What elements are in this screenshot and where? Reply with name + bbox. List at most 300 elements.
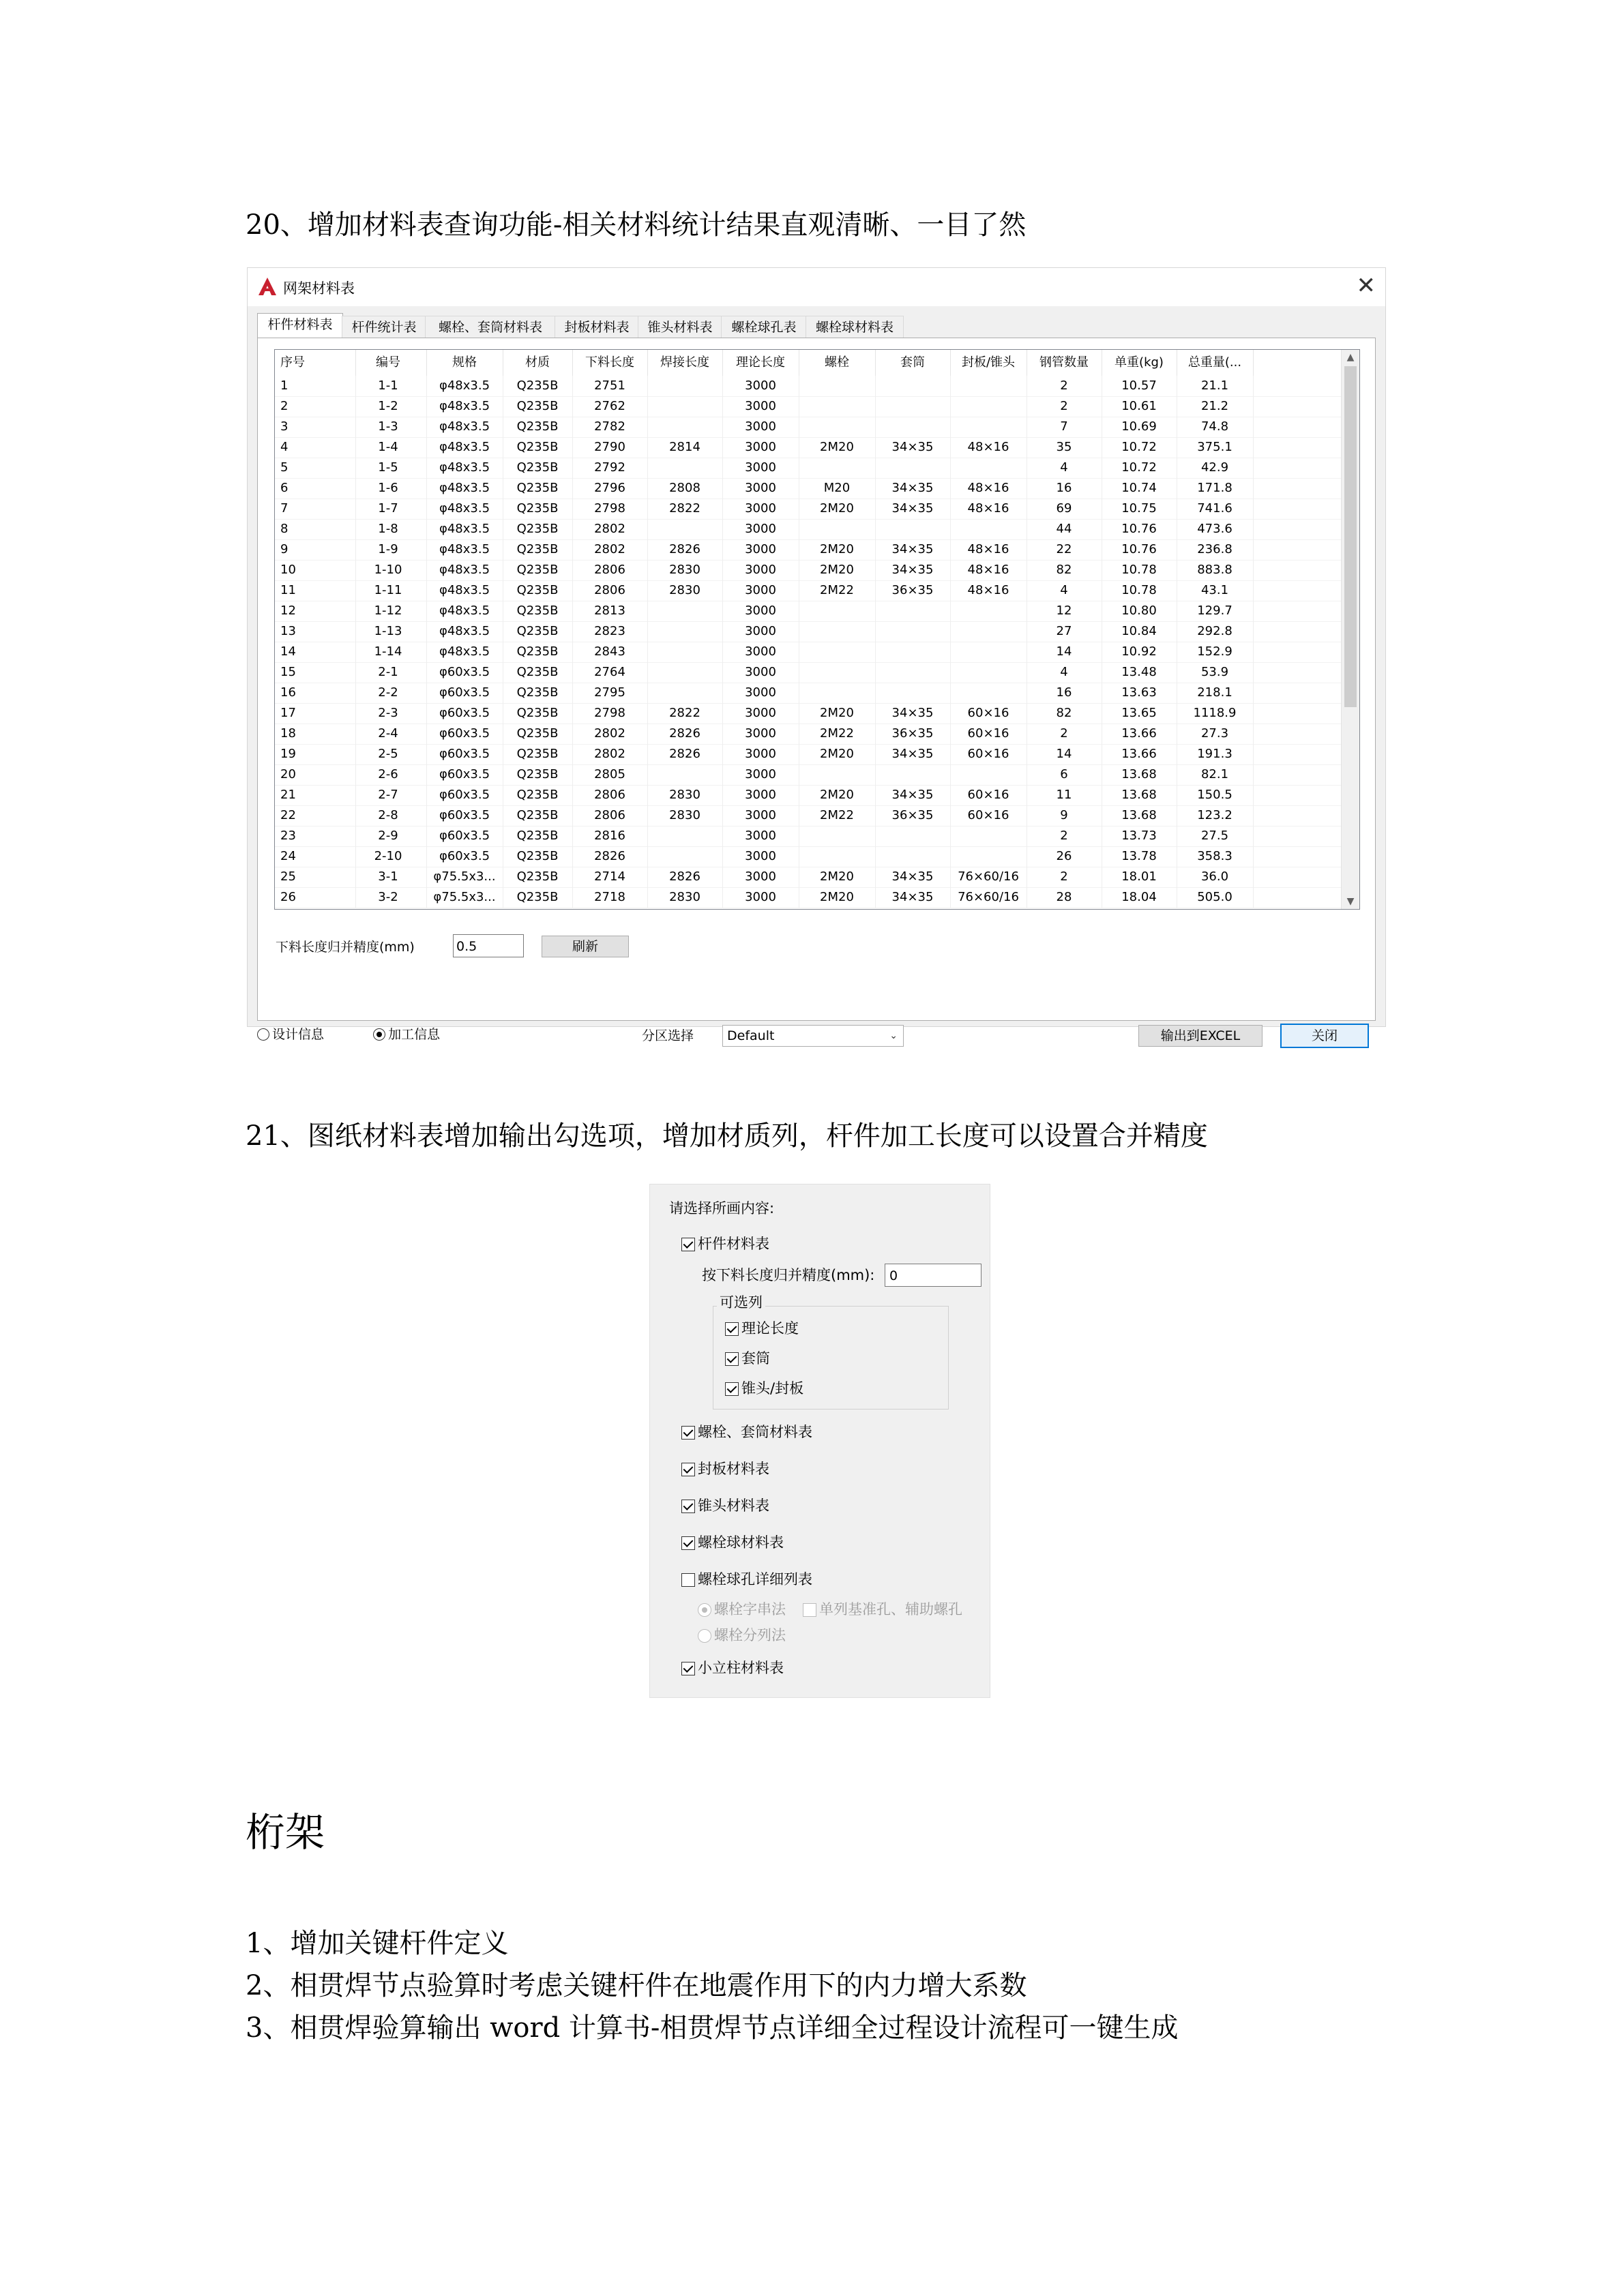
single-ref-checkbox[interactable]: 单列基准孔、辅助螺孔	[803, 1599, 962, 1620]
table-cell	[799, 519, 876, 539]
table-cell: 2814	[647, 437, 723, 458]
table-cell: 2826	[572, 846, 648, 867]
table-cell: 9	[1027, 805, 1102, 826]
table-cell: Q235B	[503, 744, 573, 764]
table-cell: 7	[275, 498, 356, 519]
table-row[interactable]	[275, 601, 1342, 622]
checkbox-checked-icon	[725, 1352, 739, 1366]
table-row[interactable]	[275, 519, 1342, 540]
table-cell: 3000	[722, 458, 799, 478]
table-cell	[950, 764, 1027, 785]
table-cell: 13.48	[1102, 662, 1177, 683]
column-header[interactable]: 总重量(...	[1177, 350, 1254, 376]
column-header[interactable]: 序号	[275, 350, 356, 376]
table-cell: 2802	[572, 539, 648, 560]
table-cell: 69	[1027, 498, 1102, 519]
table-cell: 2	[1027, 396, 1102, 417]
table-row[interactable]	[275, 867, 1342, 888]
table-cell	[799, 458, 876, 478]
table-cell: Q235B	[503, 478, 573, 498]
small-column-table-checkbox[interactable]: 小立柱材料表	[681, 1658, 784, 1678]
table-cell: 2806	[572, 805, 648, 826]
table-cell: 3000	[722, 396, 799, 417]
table-cell: 6	[275, 478, 356, 498]
column-header[interactable]: 套筒	[875, 350, 951, 376]
table-cell: φ48x3.5	[426, 376, 503, 396]
table-cell: 2826	[647, 539, 723, 560]
table-cell: 34×35	[875, 703, 951, 724]
table-cell: 2822	[647, 703, 723, 724]
checkbox-checked-icon	[725, 1322, 739, 1336]
table-cell	[647, 601, 723, 621]
table-cell: 28	[1027, 887, 1102, 908]
table-row[interactable]	[275, 846, 1342, 867]
table-cell: 27.5	[1177, 826, 1254, 846]
table-cell: 34×35	[875, 478, 951, 498]
table-cell: φ60x3.5	[426, 764, 503, 785]
tab-rod-table[interactable]: 杆件材料表	[257, 313, 343, 339]
table-cell: 358.3	[1177, 846, 1254, 867]
bolt-ball-table-checkbox[interactable]: 螺栓球材料表	[681, 1532, 784, 1553]
column-header[interactable]: 材质	[503, 350, 573, 376]
table-cell: 2	[1027, 867, 1102, 887]
table-cell: 6	[1027, 764, 1102, 785]
table-cell: Q235B	[503, 826, 573, 846]
table-cell: φ60x3.5	[426, 805, 503, 826]
merge-precision-input[interactable]: 0	[885, 1264, 981, 1287]
table-cell	[799, 764, 876, 785]
column-header[interactable]: 螺栓	[799, 350, 876, 376]
table-cell: 13.68	[1102, 764, 1177, 785]
table-cell: 60×16	[950, 805, 1027, 826]
table-row[interactable]	[275, 498, 1342, 520]
table-row[interactable]	[275, 887, 1342, 908]
design-info-radio[interactable]: 设计信息	[257, 1027, 324, 1042]
radio-selected-icon	[373, 1028, 385, 1041]
table-cell: 2823	[572, 621, 648, 642]
bolt-sleeve-table-checkbox[interactable]: 螺栓、套筒材料表	[681, 1422, 812, 1442]
column-header[interactable]: 单重(kg)	[1102, 350, 1177, 376]
tab-bolt-ball-hole[interactable]: 螺栓球孔表	[721, 316, 807, 338]
material-grid[interactable]	[274, 349, 1360, 910]
draw-content-dialog	[649, 1184, 990, 1698]
column-header[interactable]: 编号	[350, 350, 427, 376]
table-cell: 48×16	[950, 437, 1027, 458]
table-cell: Q235B	[503, 580, 573, 601]
export-excel-button[interactable]: 输出到EXCEL	[1138, 1025, 1263, 1047]
table-cell: 505.0	[1177, 887, 1254, 908]
table-cell: 123.2	[1177, 805, 1254, 826]
table-row[interactable]	[275, 826, 1342, 847]
table-cell: 2830	[647, 805, 723, 826]
table-cell	[875, 376, 951, 396]
truss-item-2: 2、相贯焊节点验算时考虑关键杆件在地震作用下的内力增大系数	[246, 1970, 1027, 2001]
table-cell	[875, 621, 951, 642]
checkbox-checked-icon	[681, 1238, 695, 1251]
table-cell: 2806	[572, 560, 648, 580]
table-cell	[647, 846, 723, 867]
table-cell: 1-10	[350, 560, 427, 580]
table-cell	[875, 396, 951, 417]
table-cell: φ48x3.5	[426, 539, 503, 560]
table-cell: 82.1	[1177, 764, 1254, 785]
table-cell	[950, 621, 1027, 642]
table-cell: 2-1	[350, 662, 427, 683]
column-header[interactable]: 理论长度	[722, 350, 799, 376]
table-cell: 2764	[572, 662, 648, 683]
bolt-column-radio[interactable]: 螺栓分列法	[698, 1625, 786, 1645]
seal-table-checkbox[interactable]: 封板材料表	[681, 1459, 769, 1479]
table-cell: 1-2	[350, 396, 427, 417]
zone-select[interactable]	[722, 1025, 904, 1047]
table-row[interactable]	[275, 560, 1342, 581]
dialog-titlebar	[248, 268, 1385, 306]
table-cell: 13	[275, 621, 356, 642]
table-cell: Q235B	[503, 683, 573, 703]
table-cell: φ75.5x3...	[426, 887, 503, 908]
table-cell: 9	[275, 539, 356, 560]
autocad-logo-icon	[257, 276, 278, 297]
rod-table-checkbox[interactable]: 杆件材料表	[681, 1234, 769, 1254]
table-row[interactable]	[275, 744, 1342, 765]
table-cell	[950, 376, 1027, 396]
table-cell: 36×35	[875, 805, 951, 826]
dialog2-header: 请选择所画内容:	[669, 1200, 775, 1217]
table-cell: 48×16	[950, 478, 1027, 498]
table-cell: φ48x3.5	[426, 417, 503, 437]
precision-input[interactable]: 0.5	[453, 934, 524, 957]
table-cell: 60×16	[950, 744, 1027, 764]
table-cell: φ48x3.5	[426, 580, 503, 601]
table-cell: 2M20	[799, 437, 876, 458]
table-cell: 2714	[572, 867, 648, 887]
table-cell: φ48x3.5	[426, 478, 503, 498]
table-cell: 2-2	[350, 683, 427, 703]
table-cell: 13.78	[1102, 846, 1177, 867]
checkbox-checked-icon	[681, 1426, 695, 1440]
table-cell: 22	[1027, 539, 1102, 560]
table-cell: Q235B	[503, 805, 573, 826]
table-cell: 11	[275, 580, 356, 601]
table-cell: 43.1	[1177, 580, 1254, 601]
table-cell: 44	[1027, 519, 1102, 539]
table-cell: 14	[275, 642, 356, 662]
bolt-string-radio[interactable]: 螺栓字串法	[698, 1599, 786, 1620]
table-cell: 7	[1027, 417, 1102, 437]
table-cell: 2806	[572, 580, 648, 601]
zone-label: 分区选择	[642, 1028, 694, 1043]
table-cell: 3000	[722, 560, 799, 580]
table-cell: 2M20	[799, 560, 876, 580]
table-cell	[799, 846, 876, 867]
table-cell	[647, 764, 723, 785]
table-cell: φ60x3.5	[426, 683, 503, 703]
table-cell	[875, 662, 951, 683]
table-cell: 3000	[722, 580, 799, 601]
table-cell: 1-1	[350, 376, 427, 396]
table-cell: 2826	[647, 867, 723, 887]
scroll-thumb[interactable]	[1344, 366, 1357, 707]
table-cell: 18.04	[1102, 887, 1177, 908]
checkbox-checked-icon	[681, 1662, 695, 1675]
table-cell: 2M20	[799, 785, 876, 805]
table-cell: 19	[275, 744, 356, 764]
table-cell: 76×60/16	[950, 867, 1027, 887]
table-row[interactable]	[275, 805, 1342, 826]
table-cell: 4	[1027, 580, 1102, 601]
table-cell: 82	[1027, 703, 1102, 724]
table-cell: 2-8	[350, 805, 427, 826]
table-cell	[875, 642, 951, 662]
table-cell: 2M22	[799, 805, 876, 826]
table-cell: 2	[1027, 376, 1102, 396]
table-cell: 10.69	[1102, 417, 1177, 437]
table-cell: 2806	[572, 785, 648, 805]
table-cell: 152.9	[1177, 642, 1254, 662]
sleeve-checkbox[interactable]: 套筒	[725, 1348, 770, 1369]
table-cell: 3000	[722, 785, 799, 805]
radio-circle-icon	[257, 1028, 269, 1041]
table-cell: 76×60/16	[950, 887, 1027, 908]
table-row[interactable]	[275, 396, 1342, 417]
table-cell: 473.6	[1177, 519, 1254, 539]
table-cell: 23	[275, 826, 356, 846]
column-header[interactable]: 规格	[426, 350, 503, 376]
table-cell: 26	[275, 887, 356, 908]
table-cell	[875, 458, 951, 478]
table-cell	[875, 683, 951, 703]
table-cell: 2796	[572, 478, 648, 498]
table-cell	[875, 417, 951, 437]
dialog-body	[248, 306, 1385, 1043]
table-row[interactable]	[275, 764, 1342, 786]
table-row[interactable]	[275, 376, 1342, 397]
table-cell	[647, 519, 723, 539]
table-cell: 48×16	[950, 580, 1027, 601]
vertical-scrollbar[interactable]	[1341, 350, 1359, 909]
table-cell: φ60x3.5	[426, 826, 503, 846]
table-cell: φ60x3.5	[426, 846, 503, 867]
table-cell: 3000	[722, 498, 799, 519]
table-cell: 10.72	[1102, 437, 1177, 458]
column-header[interactable]: 下料长度	[572, 350, 648, 376]
table-cell: 3000	[722, 764, 799, 785]
close-button[interactable]: 关闭	[1280, 1024, 1369, 1048]
table-cell: 4	[1027, 662, 1102, 683]
table-row[interactable]	[275, 539, 1342, 561]
table-cell: Q235B	[503, 887, 573, 908]
table-cell	[647, 458, 723, 478]
table-cell: 2-5	[350, 744, 427, 764]
table-cell	[799, 417, 876, 437]
radio-selected-icon	[698, 1603, 711, 1617]
table-cell: 2830	[647, 887, 723, 908]
table-cell: 36×35	[875, 724, 951, 744]
table-cell: 2-10	[350, 846, 427, 867]
table-cell: φ60x3.5	[426, 662, 503, 683]
table-cell: Q235B	[503, 621, 573, 642]
table-cell	[647, 396, 723, 417]
table-cell: 22	[275, 805, 356, 826]
tab-bolt-sleeve[interactable]: 螺栓、套筒材料表	[425, 316, 556, 338]
table-cell: 2M20	[799, 744, 876, 764]
table-cell: 2718	[572, 887, 648, 908]
table-cell: 3000	[722, 867, 799, 887]
scroll-up-icon[interactable]: ▲	[1346, 352, 1355, 363]
table-row[interactable]	[275, 621, 1342, 642]
table-row[interactable]	[275, 580, 1342, 601]
table-cell: φ48x3.5	[426, 601, 503, 621]
table-cell	[950, 846, 1027, 867]
table-cell: 2M20	[799, 867, 876, 887]
table-cell: φ60x3.5	[426, 703, 503, 724]
table-row[interactable]	[275, 724, 1342, 745]
refresh-button[interactable]: 刷新	[542, 936, 629, 957]
table-cell: 2762	[572, 396, 648, 417]
tab-cone-head[interactable]: 锥头材料表	[638, 316, 722, 338]
table-cell: 2M22	[799, 724, 876, 744]
checkbox-checked-icon	[681, 1463, 695, 1476]
cone-table-checkbox[interactable]: 锥头材料表	[681, 1495, 769, 1516]
table-cell: 24	[275, 846, 356, 867]
column-header[interactable]: 钢管数量	[1027, 350, 1102, 376]
table-cell: 1	[275, 376, 356, 396]
table-cell: 2802	[572, 519, 648, 539]
table-cell: M20	[799, 478, 876, 498]
table-cell: Q235B	[503, 724, 573, 744]
table-cell	[799, 601, 876, 621]
table-cell: 21.1	[1177, 376, 1254, 396]
table-cell: 12	[275, 601, 356, 621]
table-cell: 3000	[722, 724, 799, 744]
table-cell: 27.3	[1177, 724, 1254, 744]
table-cell: 2802	[572, 724, 648, 744]
close-icon[interactable]: ✕	[1356, 272, 1376, 299]
table-row[interactable]	[275, 703, 1342, 724]
table-cell: Q235B	[503, 764, 573, 785]
table-cell: 13.66	[1102, 744, 1177, 764]
tab-rod-stats[interactable]: 杆件统计表	[342, 316, 426, 338]
table-cell: φ60x3.5	[426, 785, 503, 805]
table-cell: 10.80	[1102, 601, 1177, 621]
tab-bolt-ball-material[interactable]: 螺栓球材料表	[806, 316, 904, 338]
table-cell: 1-7	[350, 498, 427, 519]
table-cell: Q235B	[503, 662, 573, 683]
table-cell: φ48x3.5	[426, 458, 503, 478]
table-cell: 82	[1027, 560, 1102, 580]
table-cell: 16	[1027, 683, 1102, 703]
column-header[interactable]: 封板/锥头	[950, 350, 1027, 376]
table-cell: 2782	[572, 417, 648, 437]
table-cell	[875, 764, 951, 785]
table-cell: 1-3	[350, 417, 427, 437]
table-cell: 2M20	[799, 539, 876, 560]
scroll-down-icon[interactable]: ▼	[1346, 896, 1355, 907]
cone-seal-checkbox[interactable]: 锥头/封板	[725, 1378, 803, 1399]
table-cell: Q235B	[503, 396, 573, 417]
table-row[interactable]	[275, 478, 1342, 499]
table-cell: 26	[1027, 846, 1102, 867]
table-cell: 12	[1027, 601, 1102, 621]
table-cell: 1-14	[350, 642, 427, 662]
table-cell: 10.72	[1102, 458, 1177, 478]
table-cell: 74.8	[1177, 417, 1254, 437]
truss-heading: 桁架	[246, 1809, 325, 1855]
table-cell: 2816	[572, 826, 648, 846]
table-cell: Q235B	[503, 498, 573, 519]
tab-seal-plate[interactable]: 封板材料表	[555, 316, 639, 338]
table-row[interactable]	[275, 662, 1342, 683]
table-cell: 2826	[647, 724, 723, 744]
hole-detail-checkbox[interactable]: 螺栓球孔详细列表	[681, 1569, 812, 1590]
table-cell: 18.01	[1102, 867, 1177, 887]
section-20-text: 20、增加材料表查询功能-相关材料统计结果直观清晰、一目了然	[246, 209, 1027, 241]
table-cell: 3-1	[350, 867, 427, 887]
table-cell: 3000	[722, 437, 799, 458]
table-cell: 60×16	[950, 724, 1027, 744]
table-cell	[950, 417, 1027, 437]
table-cell: 2843	[572, 642, 648, 662]
table-cell: Q235B	[503, 785, 573, 805]
table-cell: 10.92	[1102, 642, 1177, 662]
table-cell: 34×35	[875, 887, 951, 908]
table-cell: 27	[1027, 621, 1102, 642]
table-cell	[950, 826, 1027, 846]
table-cell: 741.6	[1177, 498, 1254, 519]
table-row[interactable]	[275, 417, 1342, 438]
table-row[interactable]	[275, 683, 1342, 704]
table-cell: 2830	[647, 560, 723, 580]
table-cell: 36.0	[1177, 867, 1254, 887]
column-header[interactable]: 焊接长度	[647, 350, 723, 376]
table-cell: Q235B	[503, 867, 573, 887]
table-row[interactable]	[275, 642, 1342, 663]
table-cell: 1118.9	[1177, 703, 1254, 724]
table-cell: Q235B	[503, 560, 573, 580]
table-cell: φ48x3.5	[426, 621, 503, 642]
table-cell: 10.78	[1102, 580, 1177, 601]
table-cell: 2M22	[799, 580, 876, 601]
table-cell: 10.75	[1102, 498, 1177, 519]
table-cell	[647, 683, 723, 703]
process-info-radio[interactable]: 加工信息	[373, 1027, 440, 1042]
table-cell	[950, 601, 1027, 621]
table-cell: 60×16	[950, 703, 1027, 724]
theory-length-checkbox[interactable]: 理论长度	[725, 1318, 799, 1339]
table-cell: Q235B	[503, 703, 573, 724]
table-cell: 3000	[722, 662, 799, 683]
table-cell: 1-8	[350, 519, 427, 539]
table-cell	[799, 662, 876, 683]
table-row[interactable]	[275, 785, 1342, 806]
table-cell: 4	[1027, 458, 1102, 478]
table-cell: φ75.5x3...	[426, 867, 503, 887]
zone-select-value: Default	[727, 1028, 775, 1043]
table-cell	[799, 396, 876, 417]
table-cell: 2	[1027, 724, 1102, 744]
table-cell	[799, 826, 876, 846]
table-cell	[799, 621, 876, 642]
table-cell: 34×35	[875, 744, 951, 764]
table-cell: φ60x3.5	[426, 744, 503, 764]
table-cell: 13.68	[1102, 805, 1177, 826]
table-cell: 2808	[647, 478, 723, 498]
table-row[interactable]	[275, 437, 1342, 458]
table-cell: 3000	[722, 703, 799, 724]
table-cell: 21.2	[1177, 396, 1254, 417]
table-cell: φ48x3.5	[426, 519, 503, 539]
table-row[interactable]	[275, 458, 1342, 479]
